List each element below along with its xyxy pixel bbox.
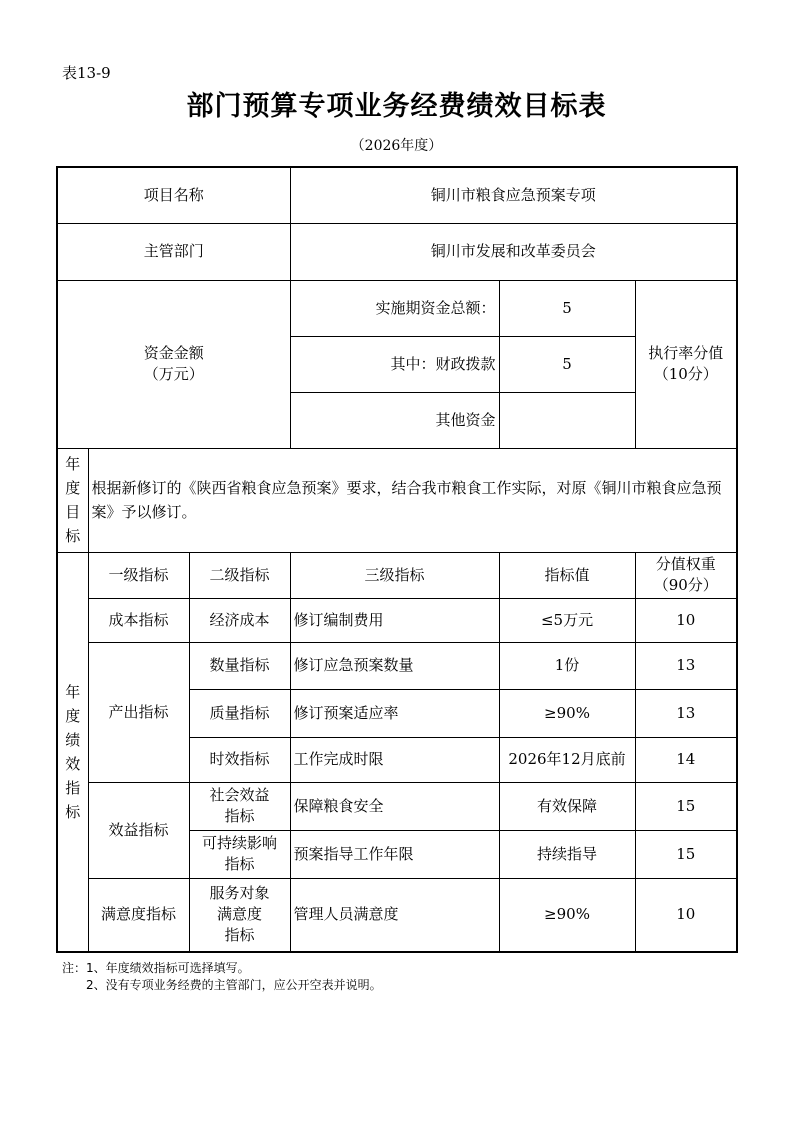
indicators-char: 标 — [65, 802, 81, 821]
footnote-1: 注：1、年度绩效指标可选择填写。 — [62, 961, 250, 975]
funds-label — [57, 280, 290, 448]
satisfaction-value: ≥90% — [499, 878, 635, 952]
department-row — [57, 223, 737, 280]
table-row — [57, 598, 737, 642]
benefit-weight: 15 — [635, 782, 737, 830]
execution-rate-line2: （10分） — [653, 365, 718, 383]
satisfaction-weight: 10 — [635, 878, 737, 952]
fiscal-funds-value: 5 — [499, 336, 635, 392]
department-value: 铜川市发展和改革委员会 — [290, 223, 737, 280]
cost-weight: 10 — [635, 598, 737, 642]
benefit-level1: 效益指标 — [88, 782, 189, 878]
header-weight — [635, 552, 737, 598]
indicators-char: 效 — [65, 754, 81, 773]
cost-value: ≤5万元 — [499, 598, 635, 642]
project-name-row — [57, 167, 737, 223]
benefit-level2-line1: 可持续影响 — [202, 834, 278, 852]
execution-rate-line1: 执行率分值 — [648, 344, 724, 362]
satisfaction-level1: 满意度指标 — [88, 878, 189, 952]
footnotes — [62, 960, 382, 994]
annual-goal-char: 年 — [65, 455, 81, 473]
project-name-label: 项目名称 — [57, 167, 290, 223]
output-value: 1份 — [499, 642, 635, 689]
benefit-level2 — [189, 782, 290, 830]
satisfaction-level2-line2: 满意度 — [217, 905, 263, 924]
output-level2: 时效指标 — [189, 737, 290, 782]
performance-target-table — [56, 166, 738, 953]
benefit-level2-line2: 指标 — [224, 855, 255, 873]
execution-rate-score — [635, 280, 737, 448]
other-funds-label: 其他资金 — [290, 392, 499, 448]
total-funds-value: 5 — [499, 280, 635, 336]
header-value: 指标值 — [499, 552, 635, 598]
benefit-level2-line1: 社会效益 — [209, 786, 270, 804]
cost-level3: 修订编制费用 — [290, 598, 499, 642]
output-value: 2026年12月底前 — [499, 737, 635, 782]
annual-goal-text: 根据新修订的《陕西省粮食应急预案》要求，结合我市粮食工作实际，对原《铜川市粮食应急预案》予以修订。 — [88, 448, 737, 552]
output-value: ≥90% — [499, 689, 635, 737]
output-level2: 数量指标 — [189, 642, 290, 689]
output-weight: 13 — [635, 642, 737, 689]
annual-goal-char: 度 — [65, 479, 81, 497]
performance-indicators-label — [57, 552, 88, 952]
indicator-header-row — [57, 552, 737, 598]
funds-label-line2: （万元） — [143, 365, 204, 383]
benefit-level3: 预案指导工作年限 — [290, 830, 499, 878]
output-level2: 质量指标 — [189, 689, 290, 737]
benefit-value: 有效保障 — [499, 782, 635, 830]
table-row — [57, 642, 737, 689]
total-funds-label: 实施期资金总额： — [290, 280, 499, 336]
satisfaction-level2-line3: 指标 — [224, 926, 255, 945]
indicators-char: 绩 — [65, 730, 81, 749]
annual-goal-label — [57, 448, 88, 552]
table-code: 表13-9 — [62, 64, 111, 82]
benefit-weight: 15 — [635, 830, 737, 878]
budget-year: （2026年度） — [350, 138, 443, 154]
other-funds-value — [499, 392, 635, 448]
benefit-level2-line2: 指标 — [224, 807, 255, 825]
satisfaction-level2-line1: 服务对象 — [209, 884, 270, 903]
satisfaction-level3: 管理人员满意度 — [290, 878, 499, 952]
annual-goal-char: 目 — [65, 503, 81, 521]
header-level1: 一级指标 — [88, 552, 189, 598]
footnote-2: 2、没有专项业务经费的主管部门，应公开空表并说明。 — [86, 978, 382, 992]
output-level3: 修订预案适应率 — [290, 689, 499, 737]
funds-total-row — [57, 280, 737, 336]
annual-goal-row — [57, 448, 737, 552]
header-level2: 二级指标 — [189, 552, 290, 598]
indicators-char: 指 — [65, 778, 81, 797]
cost-level1: 成本指标 — [88, 598, 189, 642]
output-weight: 14 — [635, 737, 737, 782]
output-level1: 产出指标 — [88, 642, 189, 782]
annual-goal-char: 标 — [65, 527, 81, 545]
project-name-value: 铜川市粮食应急预案专项 — [290, 167, 737, 223]
indicators-char: 年 — [65, 682, 81, 701]
header-level3: 三级指标 — [290, 552, 499, 598]
page-title: 部门预算专项业务经费绩效目标表 — [186, 91, 607, 122]
fiscal-funds-label: 其中：财政拨款 — [290, 336, 499, 392]
header-weight-line1: 分值权重 — [655, 555, 716, 573]
indicators-char: 度 — [65, 706, 81, 725]
benefit-value: 持续指导 — [499, 830, 635, 878]
funds-label-line1: 资金金额 — [143, 344, 204, 362]
table-row — [57, 878, 737, 952]
output-weight: 13 — [635, 689, 737, 737]
output-level3: 工作完成时限 — [290, 737, 499, 782]
benefit-level2 — [189, 830, 290, 878]
satisfaction-level2 — [189, 878, 290, 952]
benefit-level3: 保障粮食安全 — [290, 782, 499, 830]
header-weight-line2: （90分） — [653, 576, 718, 594]
output-level3: 修订应急预案数量 — [290, 642, 499, 689]
department-label: 主管部门 — [57, 223, 290, 280]
cost-level2: 经济成本 — [189, 598, 290, 642]
table-row — [57, 782, 737, 830]
